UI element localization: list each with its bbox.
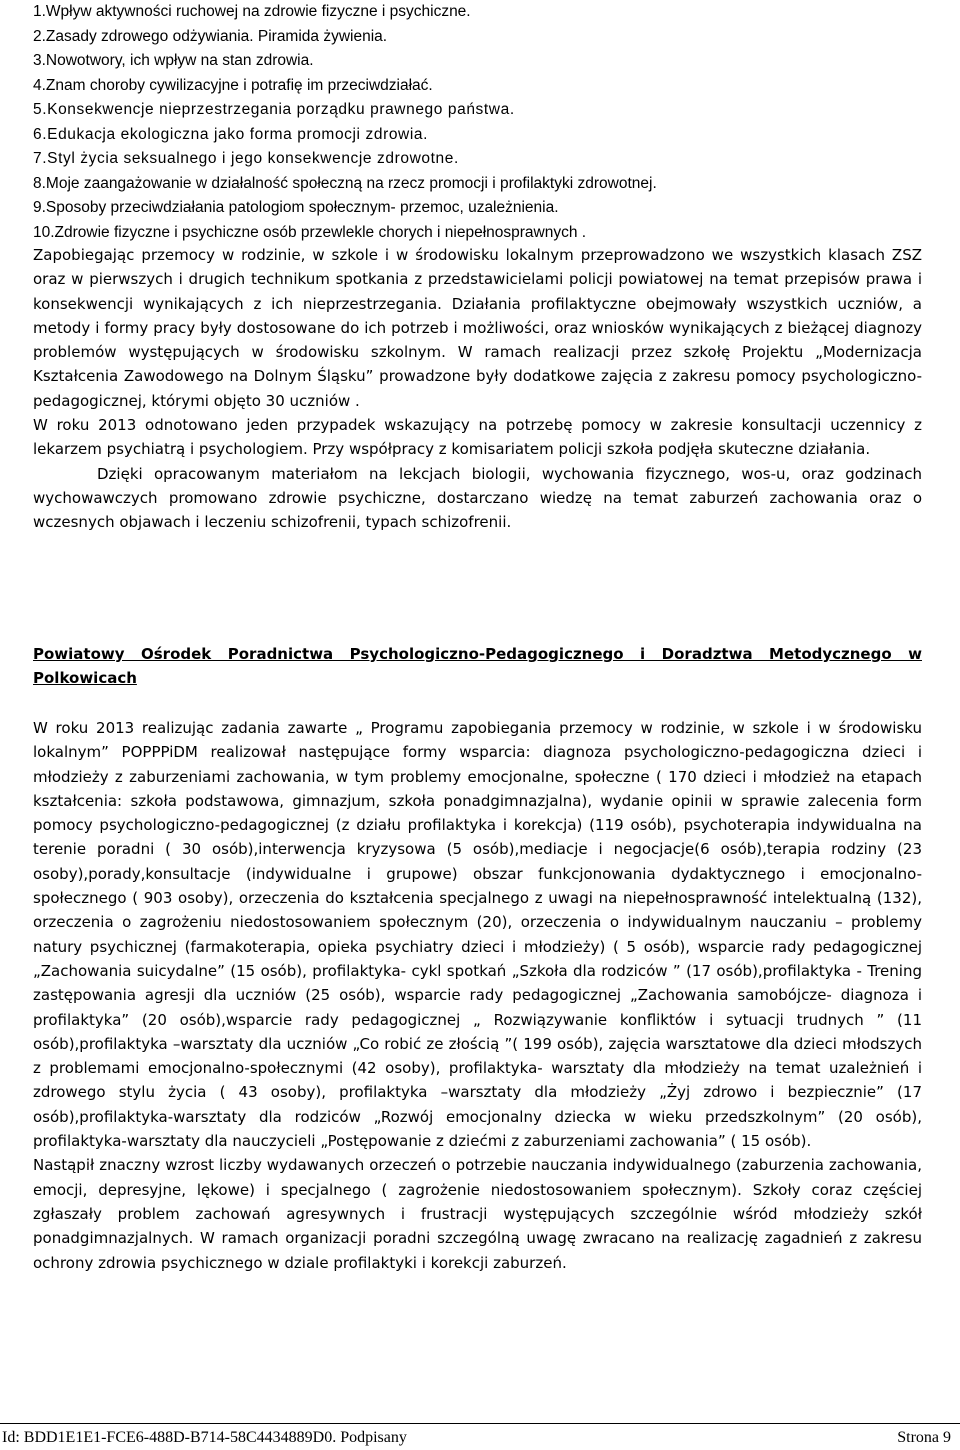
document-id: Id: BDD1E1E1-FCE6-488D-B714-58C4434889D0. Podpisany [2,1429,407,1446]
paragraph: Zapobiegając przemocy w rodzinie, w szkole i w środowisku lokalnym przeprowadzono we wszystkich klasach ZSZ oraz w pierwszych i drugich technikum spotkania z przedstawicielami policji powiatowej na temat przepisów prawa i konsekwencji wynikających z ich nieprzestrzegania. Działania profilaktyczne obejmowały wszystkich uczniów, a metody i formy pracy były dostosowane do ich potrzeb i możliwości, oraz wniosków wynikających z bieżącej diagnozy problemów występujących w środowisku szkolnym. W ramach realizacji przez szkołę Projektu „Modernizacja Kształcenia Zawodowego na Dolnym Śląsku” prowadzone były dodatkowe zajęcia z zakresu pomocy psychologiczno-pedagogicznej, którymi objęto 30 uczniów . [33,246,922,410]
paragraph: W roku 2013 odnotowano jeden przypadek wskazujący na potrzebę pomocy w zakresie konsultacji uczennicy z lekarzem psychiatrą i psychologiem. Przy współpracy z komisariatem policji szkoła podjęła skuteczne działania. [33,416,922,459]
topic-item: 9.Sposoby przeciwdziałania patologiom społecznym- przemoc, uzależnienia. [33,199,559,216]
page-number: Strona 9 [897,1429,951,1446]
topic-item: 7.Styl życia seksualnego i jego konsekwencje zdrowotne. [33,150,459,167]
topic-item: 6.Edukacja ekologiczna jako forma promocji zdrowia. [33,125,429,143]
paragraph: W roku 2013 realizując zadania zawarte „ Programu zapobiegania przemocy w rodzinie, w szkole i w środowisku lokalnym” POPPPiDM realizował następujące formy wsparcia: diagnoza psychologiczno-pedagogiczna dzieci i młodzieży z zaburzeniami zachowania, w tym problemy emocjonalne, społeczne ( 170 dzieci i młodzież na etapach kształcenia: szkoła podstawowa, gimnazjum, szkoła ponadgimnazjalna), wydanie opinii w sprawie zalecenia form pomocy psychologiczno-pedagogicznej (z działu profilaktyka i korekcja) (119 osób), psychoterapia indywidualna na terenie poradni ( 30 osób),interwencja kryzysowa (5 osób),mediacje i negocjacje(6 osób),terapia rodziny (23 osoby),porady,konsultacje (indywidualne i grupowe) obszar funkcjonowania dydaktycznego i emocjonalno-społecznego ( 903 osoby), orzeczenia do kształcenia specjalnego z uwagi na niepełnosprawność intelektualną (132), orzeczenia o zagrożeniu niedostosowaniem społecznym (20), orzeczenia o indywidualnym nauczaniu – problemy natury psychicznej (farmakoterapia, opieka psychiatry dzieci i młodzieży) ( 5 osób), wsparcie rady pedagogicznej „Zachowania suicydalne” (15 osób), profilaktyka- cykl spotkań „Szkoła dla rodziców ” (17 osób),profilaktyka - Trening zastępowania agresji dla uczniów (25 osób), wsparcie rady pedagogicznej „Zachowania samobójcze- diagnoza i profilaktyka” (20 osób),wsparcie rady pedagogicznej „ Rozwiązywanie konfliktów i sytuacji trudnych ” (11 osób),profilaktyka –warsztaty dla uczniów „Co robić ze złością ”( 199 osób), zajęcia warsztatowe dla dzieci młodszych z problemami emocjonalno-społecznymi (42 osoby), profilaktyka- warsztaty dla młodzieży na temat uzależnień i zdrowego stylu życia ( 43 osoby), profilaktyka –warsztaty dla młodzieży „Żyj zdrowo i bezpiecznie” (17 osób),profilaktyka-warsztaty dla rodziców „Rozwój emocjonalny dziecka w wieku przedszkolnym” (20 osób), profilaktyka-warsztaty dla nauczycieli „Postępowanie z dziećmi z zaburzeniami zachowania” ( 15 osób). [33,719,922,1151]
counseling-center-section [33,716,922,1275]
topic-item: 4.Znam choroby cywilizacyjne i potrafię im przeciwdziałać. [33,76,433,94]
topic-list [33,0,933,245]
topic-item: 3.Nowotwory, ich wpływ na stan zdrowia. [33,52,314,69]
footer-divider [0,1423,960,1424]
paragraph: Nastąpił znaczny wzrost liczby wydawanych orzeczeń o potrzebie nauczania indywidualnego (zaburzenia zachowania, emocji, depresyjne, lękowe) i specjalnego ( zagrożenie niedostosowaniem społecznym). Szkoły coraz częściej zgłaszały problem zachowań agresywnych i frustracji występujących szczególnie wśród młodzieży szkół ponadgimnazjalnych. W ramach organizacji poradni szczególną uwagę zwracano na realizację zagadnień z zakresu ochrony zdrowia psychicznego w dziale profilaktyki i korekcji zaburzeń. [33,1156,922,1272]
topic-item: 1.Wpływ aktywności ruchowej na zdrowie fizyczne i psychiczne. [33,3,471,20]
paragraph: Dzięki opracowanym materiałom na lekcjach biologii, wychowania fizycznego, wos-u, oraz godzinach wychowawczych promowano zdrowie psychiczne, dostarczano wiedzę na temat zaburzeń zachowania oraz o wczesnych objawach i leczeniu schizofrenii, typach schizofrenii. [33,464,922,532]
topic-item: 8.Moje zaangażowanie w działalność społeczną na rzecz promocji i profilaktyki zdrowotnej. [33,174,657,192]
section-heading: Powiatowy Ośrodek Poradnictwa Psychologiczno-Pedagogicznego i Doradztwa Metodycznego w Polkowicach [33,645,922,687]
topic-item: 2.Zasady zdrowego odżywiania. Piramida żywienia. [33,27,388,45]
topic-item: 10.Zdrowie fizyczne i psychiczne osób przewlekle chorych i niepełnosprawnych . [33,223,587,241]
school-prevention-section [33,243,922,535]
topic-item: 5.Konsekwencje nieprzestrzegania porządku prawnego państwa. [33,101,515,118]
